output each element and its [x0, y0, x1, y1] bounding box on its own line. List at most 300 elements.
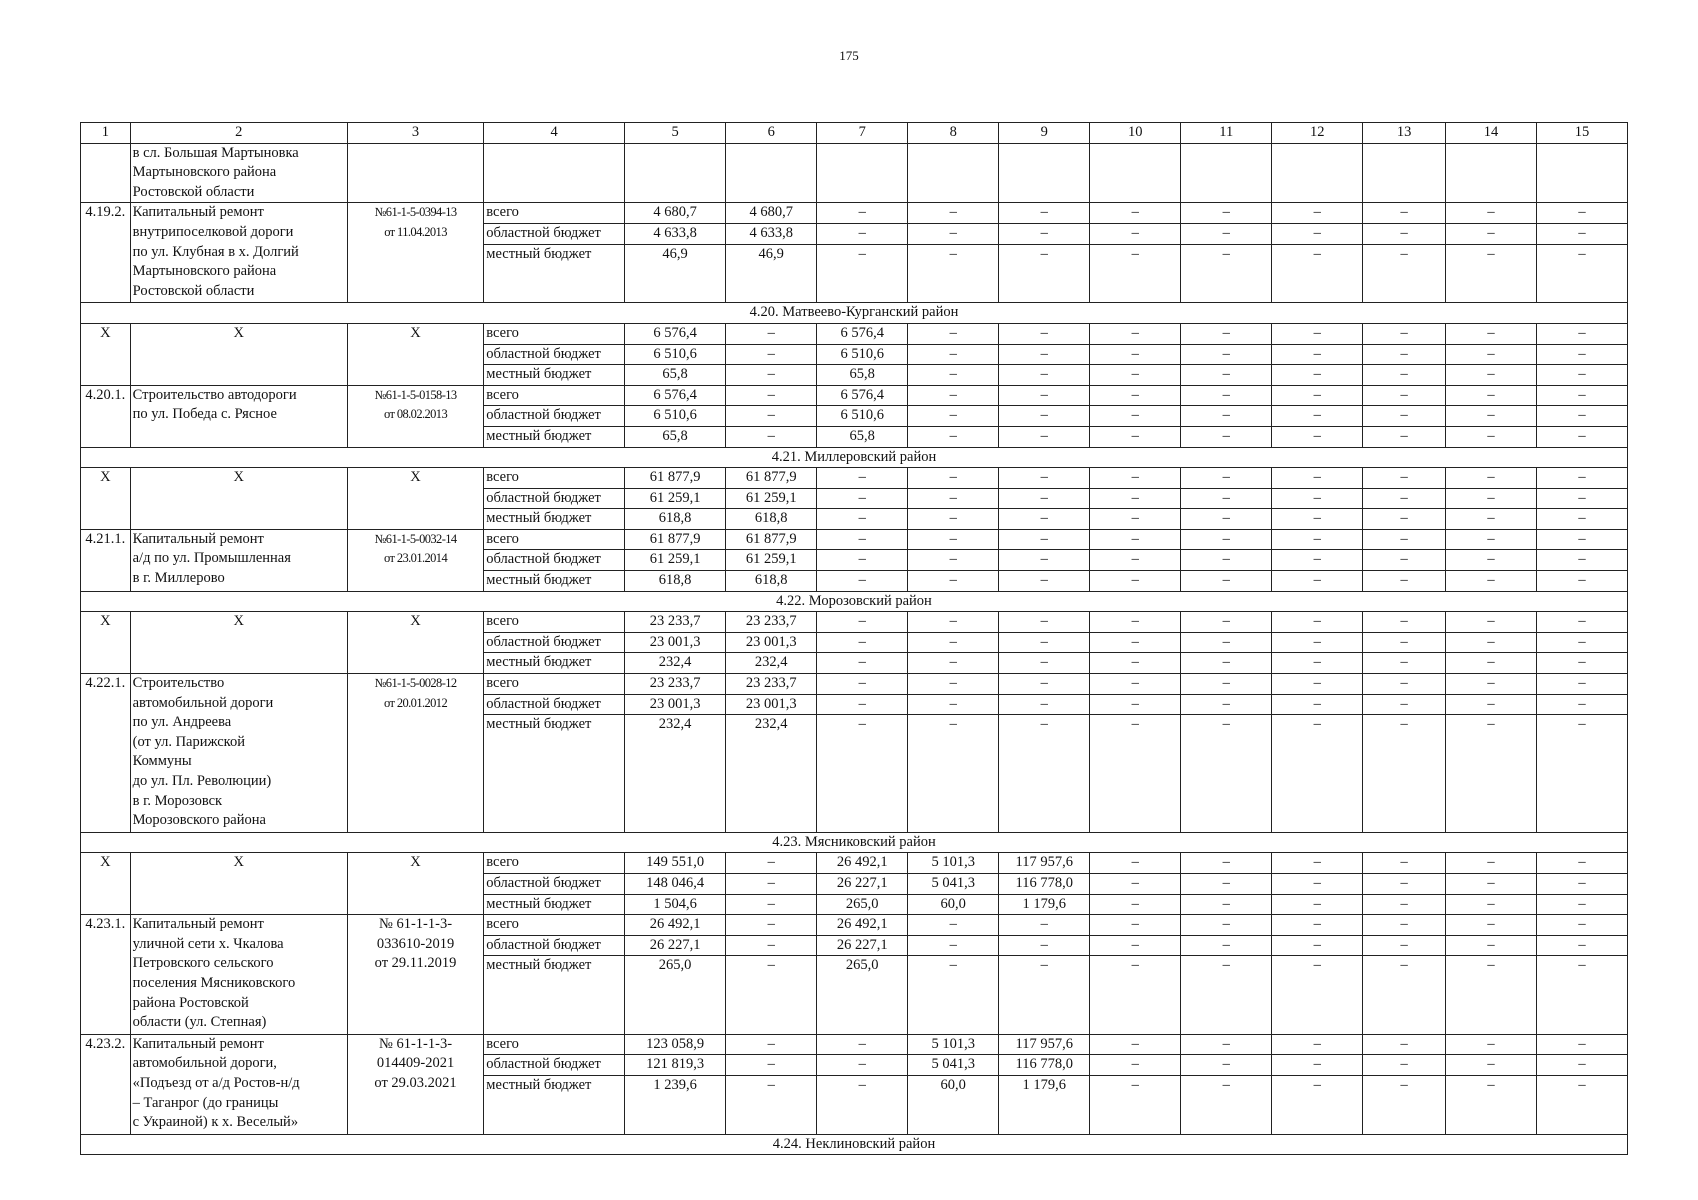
item-name-line: Морозовского района: [132, 812, 266, 829]
value-cell: –: [1536, 406, 1627, 427]
column-header: 9: [999, 123, 1090, 144]
value-cell: –: [999, 244, 1090, 303]
value-cell: –: [817, 632, 908, 653]
value-cell: –: [817, 1034, 908, 1055]
value-cell: 23 001,3: [726, 694, 817, 715]
column-header: 7: [817, 123, 908, 144]
value-cell: –: [1090, 406, 1181, 427]
value-cell: –: [1536, 612, 1627, 633]
value-cell: –: [1181, 1034, 1272, 1055]
value-cell: –: [908, 223, 999, 244]
value-cell: –: [1181, 344, 1272, 365]
value-cell: –: [1181, 715, 1272, 833]
value-cell: –: [1272, 935, 1363, 956]
value-cell: –: [1363, 653, 1446, 674]
value-cell: –: [1181, 1055, 1272, 1076]
value-cell: –: [1181, 406, 1272, 427]
value-cell: –: [1090, 223, 1181, 244]
district-total-row: [81, 323, 1628, 344]
budget-label: областной бюджет: [484, 935, 625, 956]
value-cell: –: [1090, 365, 1181, 386]
value-cell: 148 046,4: [624, 874, 725, 895]
value-cell: –: [1363, 935, 1446, 956]
value-cell: 6 510,6: [817, 344, 908, 365]
permit-code-line: от 23.01.2014: [383, 551, 448, 566]
value-cell: –: [1090, 426, 1181, 447]
item-name-line: с Украиной) к х. Веселый»: [132, 1114, 299, 1131]
permit-code-line: №61-1-5-0032-14: [374, 531, 457, 546]
item-id-cell: [81, 143, 131, 203]
value-cell: –: [908, 203, 999, 224]
value-cell: 23 001,3: [624, 632, 725, 653]
budget-label: областной бюджет: [484, 406, 625, 427]
value-cell: –: [1090, 915, 1181, 936]
value-cell: –: [999, 632, 1090, 653]
value-cell: 26 492,1: [817, 853, 908, 874]
budget-label: всего: [484, 674, 625, 695]
item-name-line: Коммуны: [132, 753, 192, 770]
value-cell: 123 058,9: [624, 1034, 725, 1055]
value-cell: 265,0: [624, 956, 725, 1034]
table-row: [81, 915, 1628, 936]
value-cell: –: [1536, 488, 1627, 509]
value-cell: –: [999, 935, 1090, 956]
x-mark: Х: [81, 853, 131, 915]
section-header-row: [81, 591, 1628, 612]
value-cell: –: [1445, 874, 1536, 895]
permit-code-line: от 29.03.2021: [374, 1074, 457, 1091]
value-cell: –: [817, 653, 908, 674]
item-name: [130, 529, 347, 591]
value-cell: –: [1536, 323, 1627, 344]
value-cell: –: [1445, 529, 1536, 550]
section-header-row: [81, 1134, 1628, 1155]
budget-label: всего: [484, 323, 625, 344]
x-mark: Х: [130, 323, 347, 385]
value-cell: –: [1363, 426, 1446, 447]
value-cell: –: [1445, 244, 1536, 303]
budget-label: областной бюджет: [484, 550, 625, 571]
item-name-line: автомобильной дороги: [132, 694, 274, 711]
empty-cell: [624, 143, 725, 203]
value-cell: –: [1363, 956, 1446, 1034]
value-cell: 116 778,0: [999, 874, 1090, 895]
value-cell: –: [999, 385, 1090, 406]
value-cell: –: [1536, 571, 1627, 592]
value-cell: 23 233,7: [726, 674, 817, 695]
budget-label: всего: [484, 529, 625, 550]
value-cell: –: [908, 385, 999, 406]
value-cell: –: [1363, 915, 1446, 936]
value-cell: –: [908, 571, 999, 592]
value-cell: –: [1363, 509, 1446, 530]
item-name-line: а/д по ул. Промышленная: [132, 550, 291, 567]
value-cell: –: [817, 612, 908, 633]
item-name-line: по ул. Андреева: [132, 714, 232, 731]
budget-label: областной бюджет: [484, 488, 625, 509]
value-cell: –: [1272, 853, 1363, 874]
value-cell: –: [1536, 915, 1627, 936]
value-cell: –: [1090, 935, 1181, 956]
permit-code: [347, 529, 484, 591]
value-cell: –: [999, 344, 1090, 365]
value-cell: –: [1181, 244, 1272, 303]
budget-label: областной бюджет: [484, 632, 625, 653]
budget-label: всего: [484, 915, 625, 936]
value-cell: –: [726, 344, 817, 365]
column-header: 15: [1536, 123, 1627, 144]
column-header: 6: [726, 123, 817, 144]
page-number: 175: [839, 48, 859, 63]
section-header-row: [81, 303, 1628, 324]
value-cell: –: [726, 874, 817, 895]
value-cell: –: [1272, 653, 1363, 674]
value-cell: –: [1090, 715, 1181, 833]
value-cell: –: [1090, 385, 1181, 406]
value-cell: 618,8: [726, 509, 817, 530]
budget-label: местный бюджет: [484, 1075, 625, 1134]
value-cell: 149 551,0: [624, 853, 725, 874]
value-cell: –: [908, 468, 999, 489]
value-cell: –: [726, 426, 817, 447]
value-cell: 1 504,6: [624, 894, 725, 915]
value-cell: –: [1363, 894, 1446, 915]
item-id: 4.20.1.: [81, 385, 131, 447]
permit-code: [347, 1034, 484, 1134]
value-cell: –: [1272, 365, 1363, 386]
table-row: [81, 674, 1628, 695]
value-cell: –: [908, 365, 999, 386]
table-row: [81, 529, 1628, 550]
item-id: 4.21.1.: [81, 529, 131, 591]
value-cell: –: [1363, 365, 1446, 386]
value-cell: –: [1272, 694, 1363, 715]
table-row: [81, 203, 1628, 224]
value-cell: –: [726, 1034, 817, 1055]
item-name-line: автомобильной дороги,: [132, 1055, 277, 1072]
permit-code: [347, 915, 484, 1035]
value-cell: –: [1445, 550, 1536, 571]
value-cell: –: [1272, 915, 1363, 936]
x-mark: Х: [130, 853, 347, 915]
empty-cell: [1272, 143, 1363, 203]
value-cell: –: [1272, 509, 1363, 530]
value-cell: –: [1090, 694, 1181, 715]
value-cell: –: [817, 529, 908, 550]
value-cell: –: [1272, 203, 1363, 224]
value-cell: –: [1445, 853, 1536, 874]
value-cell: 5 101,3: [908, 1034, 999, 1055]
value-cell: –: [1445, 1075, 1536, 1134]
permit-code-line: № 61-1-1-3-: [379, 1035, 453, 1052]
value-cell: –: [1445, 653, 1536, 674]
x-mark: Х: [347, 323, 484, 385]
budget-label: всего: [484, 853, 625, 874]
value-cell: –: [1090, 244, 1181, 303]
value-cell: –: [726, 323, 817, 344]
value-cell: 4 680,7: [726, 203, 817, 224]
value-cell: –: [1181, 632, 1272, 653]
item-name: [130, 915, 347, 1035]
value-cell: –: [1272, 894, 1363, 915]
value-cell: –: [1536, 426, 1627, 447]
item-name: [130, 143, 347, 203]
value-cell: –: [1536, 468, 1627, 489]
value-cell: –: [1363, 715, 1446, 833]
value-cell: 265,0: [817, 894, 908, 915]
budget-label: областной бюджет: [484, 874, 625, 895]
value-cell: 6 510,6: [624, 344, 725, 365]
table-body: [81, 123, 1628, 1155]
value-cell: –: [1536, 935, 1627, 956]
value-cell: –: [908, 509, 999, 530]
value-cell: 232,4: [624, 653, 725, 674]
value-cell: –: [1272, 468, 1363, 489]
permit-code-line: от 29.11.2019: [374, 955, 457, 972]
value-cell: –: [1181, 365, 1272, 386]
x-mark: Х: [81, 323, 131, 385]
section-header-row: [81, 447, 1628, 468]
value-cell: –: [1272, 529, 1363, 550]
value-cell: –: [817, 674, 908, 695]
empty-cell: [1445, 143, 1536, 203]
permit-code-line: 033610-2019: [376, 935, 455, 952]
value-cell: –: [1445, 1034, 1536, 1055]
value-cell: –: [1272, 1034, 1363, 1055]
value-cell: –: [1445, 488, 1536, 509]
value-cell: –: [1272, 674, 1363, 695]
value-cell: –: [1272, 385, 1363, 406]
value-cell: 116 778,0: [999, 1055, 1090, 1076]
item-name-line: по ул. Победа с. Рясное: [132, 406, 277, 423]
value-cell: 117 957,6: [999, 1034, 1090, 1055]
item-id: 4.23.2.: [81, 1034, 131, 1134]
budget-label: всего: [484, 203, 625, 224]
budget-label: местный бюджет: [484, 426, 625, 447]
empty-cell: [1536, 143, 1627, 203]
value-cell: –: [1090, 529, 1181, 550]
value-cell: –: [1445, 406, 1536, 427]
value-cell: –: [726, 1055, 817, 1076]
value-cell: 61 877,9: [624, 529, 725, 550]
value-cell: –: [817, 715, 908, 833]
value-cell: 61 259,1: [624, 488, 725, 509]
value-cell: –: [908, 529, 999, 550]
value-cell: 23 001,3: [726, 632, 817, 653]
value-cell: –: [1090, 874, 1181, 895]
value-cell: –: [1272, 571, 1363, 592]
value-cell: –: [1181, 694, 1272, 715]
value-cell: –: [1090, 956, 1181, 1034]
permit-code-line: от 08.02.2013: [383, 407, 448, 422]
value-cell: 618,8: [624, 509, 725, 530]
value-cell: 26 492,1: [624, 915, 725, 936]
value-cell: –: [726, 853, 817, 874]
empty-cell: [1363, 143, 1446, 203]
value-cell: –: [1090, 323, 1181, 344]
x-mark: Х: [81, 612, 131, 674]
empty-cell: [817, 143, 908, 203]
item-name: [130, 385, 347, 447]
empty-cell: [999, 143, 1090, 203]
permit-code-line: №61-1-5-0158-13: [374, 387, 457, 402]
value-cell: –: [1090, 894, 1181, 915]
item-name-line: по ул. Клубная в х. Долгий: [132, 243, 299, 260]
value-cell: –: [1181, 915, 1272, 936]
value-cell: –: [1181, 1075, 1272, 1134]
item-name-line: Строительство автодороги: [132, 386, 297, 403]
value-cell: –: [1445, 203, 1536, 224]
table-row: [81, 385, 1628, 406]
budget-label: областной бюджет: [484, 223, 625, 244]
value-cell: –: [1445, 365, 1536, 386]
value-cell: 65,8: [817, 426, 908, 447]
district-total-row: [81, 468, 1628, 489]
value-cell: 232,4: [726, 715, 817, 833]
value-cell: –: [1090, 632, 1181, 653]
value-cell: 26 227,1: [624, 935, 725, 956]
value-cell: –: [1181, 385, 1272, 406]
value-cell: 26 227,1: [817, 935, 908, 956]
value-cell: –: [999, 406, 1090, 427]
value-cell: –: [1181, 468, 1272, 489]
column-header: 4: [484, 123, 625, 144]
value-cell: 23 233,7: [726, 612, 817, 633]
value-cell: –: [1181, 529, 1272, 550]
value-cell: –: [1181, 956, 1272, 1034]
value-cell: –: [1181, 550, 1272, 571]
value-cell: –: [1272, 406, 1363, 427]
value-cell: –: [1363, 874, 1446, 895]
permit-code-line: №61-1-5-0394-13: [374, 205, 457, 220]
value-cell: –: [908, 915, 999, 936]
value-cell: –: [1536, 632, 1627, 653]
column-header: 11: [1181, 123, 1272, 144]
column-header: 12: [1272, 123, 1363, 144]
value-cell: –: [1363, 468, 1446, 489]
empty-cell: [347, 143, 484, 203]
value-cell: 6 576,4: [624, 323, 725, 344]
value-cell: 23 233,7: [624, 612, 725, 633]
value-cell: 117 957,6: [999, 853, 1090, 874]
section-title: 4.22. Морозовский район: [81, 591, 1628, 612]
value-cell: 121 819,3: [624, 1055, 725, 1076]
value-cell: –: [1272, 632, 1363, 653]
value-cell: –: [1536, 894, 1627, 915]
item-name-line: района Ростовской: [132, 994, 249, 1011]
value-cell: 618,8: [726, 571, 817, 592]
value-cell: –: [1272, 1075, 1363, 1134]
permit-code-line: №61-1-5-0028-12: [374, 676, 457, 691]
value-cell: –: [908, 674, 999, 695]
empty-cell: [908, 143, 999, 203]
value-cell: 60,0: [908, 894, 999, 915]
district-total-row: [81, 612, 1628, 633]
item-name-line: Строительство: [132, 675, 225, 692]
item-name-line: Ростовской области: [132, 183, 255, 200]
x-mark: Х: [347, 853, 484, 915]
value-cell: 65,8: [817, 365, 908, 386]
value-cell: –: [908, 956, 999, 1034]
value-cell: 61 259,1: [726, 550, 817, 571]
value-cell: –: [1090, 488, 1181, 509]
value-cell: –: [1445, 1055, 1536, 1076]
value-cell: –: [1536, 694, 1627, 715]
value-cell: –: [1536, 244, 1627, 303]
value-cell: 265,0: [817, 956, 908, 1034]
value-cell: –: [817, 244, 908, 303]
value-cell: –: [1363, 1055, 1446, 1076]
value-cell: –: [1090, 571, 1181, 592]
value-cell: –: [1536, 874, 1627, 895]
budget-label: местный бюджет: [484, 509, 625, 530]
item-name-line: – Таганрог (до границы: [132, 1094, 279, 1111]
permit-code: [347, 203, 484, 303]
value-cell: –: [1536, 223, 1627, 244]
item-name-line: Мартыновского района: [132, 263, 277, 280]
item-name-line: внутрипоселковой дороги: [132, 223, 294, 240]
value-cell: –: [1363, 571, 1446, 592]
value-cell: –: [1363, 344, 1446, 365]
permit-code-line: от 11.04.2013: [384, 224, 447, 239]
value-cell: –: [1445, 223, 1536, 244]
value-cell: 65,8: [624, 365, 725, 386]
value-cell: –: [1181, 426, 1272, 447]
column-header: 14: [1445, 123, 1536, 144]
item-name-line: в сл. Большая Мартыновка: [132, 144, 299, 161]
item-id: 4.19.2.: [81, 203, 131, 303]
item-name-line: в г. Миллерово: [132, 570, 225, 587]
value-cell: 1 239,6: [624, 1075, 725, 1134]
empty-cell: [1181, 143, 1272, 203]
empty-cell: [726, 143, 817, 203]
value-cell: –: [726, 956, 817, 1034]
value-cell: –: [1536, 550, 1627, 571]
value-cell: 60,0: [908, 1075, 999, 1134]
value-cell: –: [1536, 344, 1627, 365]
value-cell: –: [1272, 956, 1363, 1034]
value-cell: –: [1445, 509, 1536, 530]
value-cell: –: [1090, 203, 1181, 224]
value-cell: 1 179,6: [999, 1075, 1090, 1134]
empty-cell: [484, 143, 625, 203]
value-cell: –: [1090, 1075, 1181, 1134]
value-cell: –: [1272, 223, 1363, 244]
value-cell: 6 576,4: [817, 385, 908, 406]
continuation-row: [81, 143, 1628, 203]
value-cell: –: [908, 715, 999, 833]
value-cell: –: [1536, 653, 1627, 674]
x-mark: Х: [347, 612, 484, 674]
value-cell: –: [1363, 632, 1446, 653]
value-cell: –: [1445, 956, 1536, 1034]
value-cell: 61 259,1: [624, 550, 725, 571]
value-cell: –: [999, 715, 1090, 833]
value-cell: –: [1445, 323, 1536, 344]
value-cell: –: [817, 550, 908, 571]
value-cell: 4 633,8: [726, 223, 817, 244]
budget-label: всего: [484, 612, 625, 633]
value-cell: –: [1445, 694, 1536, 715]
item-name: [130, 203, 347, 303]
value-cell: –: [1363, 1075, 1446, 1134]
value-cell: –: [1181, 509, 1272, 530]
value-cell: –: [1090, 1034, 1181, 1055]
budget-label: областной бюджет: [484, 1055, 625, 1076]
value-cell: –: [1536, 1055, 1627, 1076]
value-cell: –: [1536, 956, 1627, 1034]
value-cell: –: [817, 468, 908, 489]
